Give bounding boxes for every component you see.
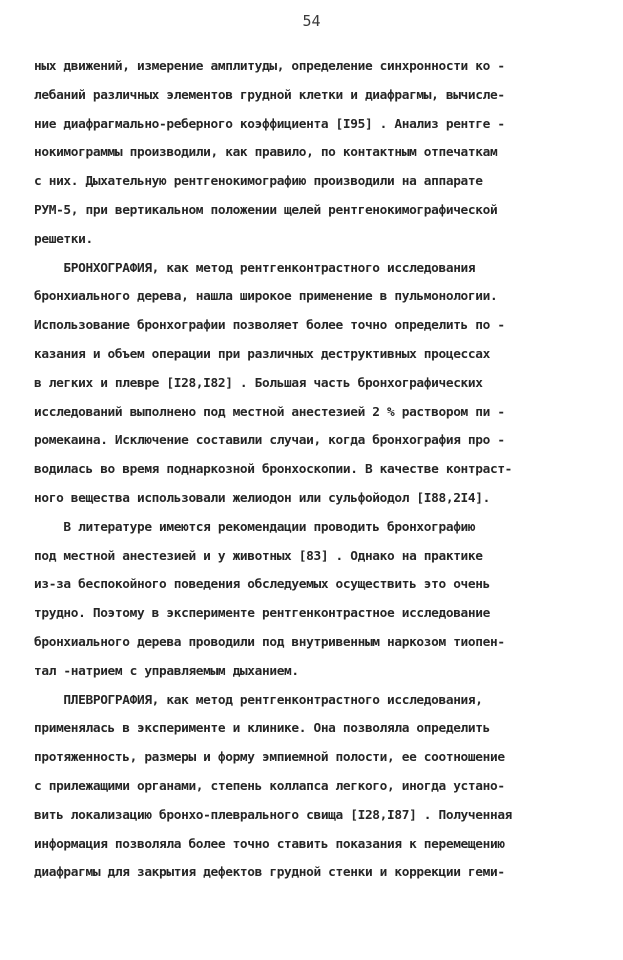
text-line: казания и объем операции при различных деструктивных процессах <box>34 346 490 362</box>
text-line: нокимограммы производили, как правило, по контактным отпечаткам <box>34 145 498 161</box>
text-line: в легких и плевре [I28,I82] . Большая часть бронхографических <box>34 375 483 391</box>
text-line: ромекаина. Исключение составили случаи, когда бронхография про - <box>34 433 505 449</box>
text-line: бронхиального дерева проводили под внутривенным наркозом тиопен- <box>34 634 505 650</box>
text-line: лебаний различных элементов грудной клетки и диафрагмы, вычисле- <box>34 87 505 103</box>
text-line: водилась во время поднаркозной бронхоскопии. В качестве контраст- <box>34 462 513 478</box>
text-line: под местной анестезией и у животных [83] . Однако на практике <box>34 548 483 564</box>
text-line: из-за беспокойного поведения обследуемых осуществить это очень <box>34 577 490 593</box>
paragraph-pleurography-start: ПЛЕВРОГРАФИЯ, как метод рентгенконтрастного исследования, <box>34 692 483 708</box>
text-line: ние диафрагмально-реберного коэффициента [I95] . Анализ рентге - <box>34 116 505 132</box>
text-line: Использование бронхографии позволяет более точно определить по - <box>34 318 505 334</box>
paragraph-bronchography-start: БРОНХОГРАФИЯ, как метод рентгенконтрастного исследования <box>34 260 476 276</box>
paragraph-literature-start: В литературе имеются рекомендации проводить бронхографию <box>34 519 476 535</box>
page-number: 54 <box>302 12 321 30</box>
text-line: трудно. Поэтому в эксперименте рентгенконтрастное исследование <box>34 606 490 622</box>
text-line: применялась в эксперименте и клинике. Она позволяла определить <box>34 721 490 737</box>
text-line: с прилежащими органами, степень коллапса легкого, иногда устано- <box>34 778 505 794</box>
text-line: информация позволяла более точно ставить показания к перемещению <box>34 836 505 852</box>
text-line: бронхиального дерева, нашла широкое применение в пульмонологии. <box>34 289 498 305</box>
text-line: вить локализацию бронхо-плеврального свища [I28,I87] . Полученная <box>34 807 513 823</box>
text-line: тал -натрием с управляемым дыханием. <box>34 663 299 679</box>
text-line: решетки. <box>34 231 93 247</box>
text-line: диафрагмы для закрытия дефектов грудной стенки и коррекции геми- <box>34 865 505 881</box>
text-line: ного вещества использовали желиодон или сульфойодол [I88,2I4]. <box>34 490 490 506</box>
text-line: протяженность, размеры и форму эмпиемной полости, ее соотношение <box>34 750 505 766</box>
body-text <box>34 53 594 888</box>
text-line: исследований выполнено под местной анестезией 2 % раствором пи - <box>34 404 505 420</box>
text-line: РУМ-5, при вертикальном положении щелей рентгенокимографической <box>34 202 498 218</box>
text-line: ных движений, измерение амплитуды, определение синхронности ко - <box>34 59 505 74</box>
text-line: с них. Дыхательную рентгенокимографию производили на аппарате <box>34 174 483 190</box>
